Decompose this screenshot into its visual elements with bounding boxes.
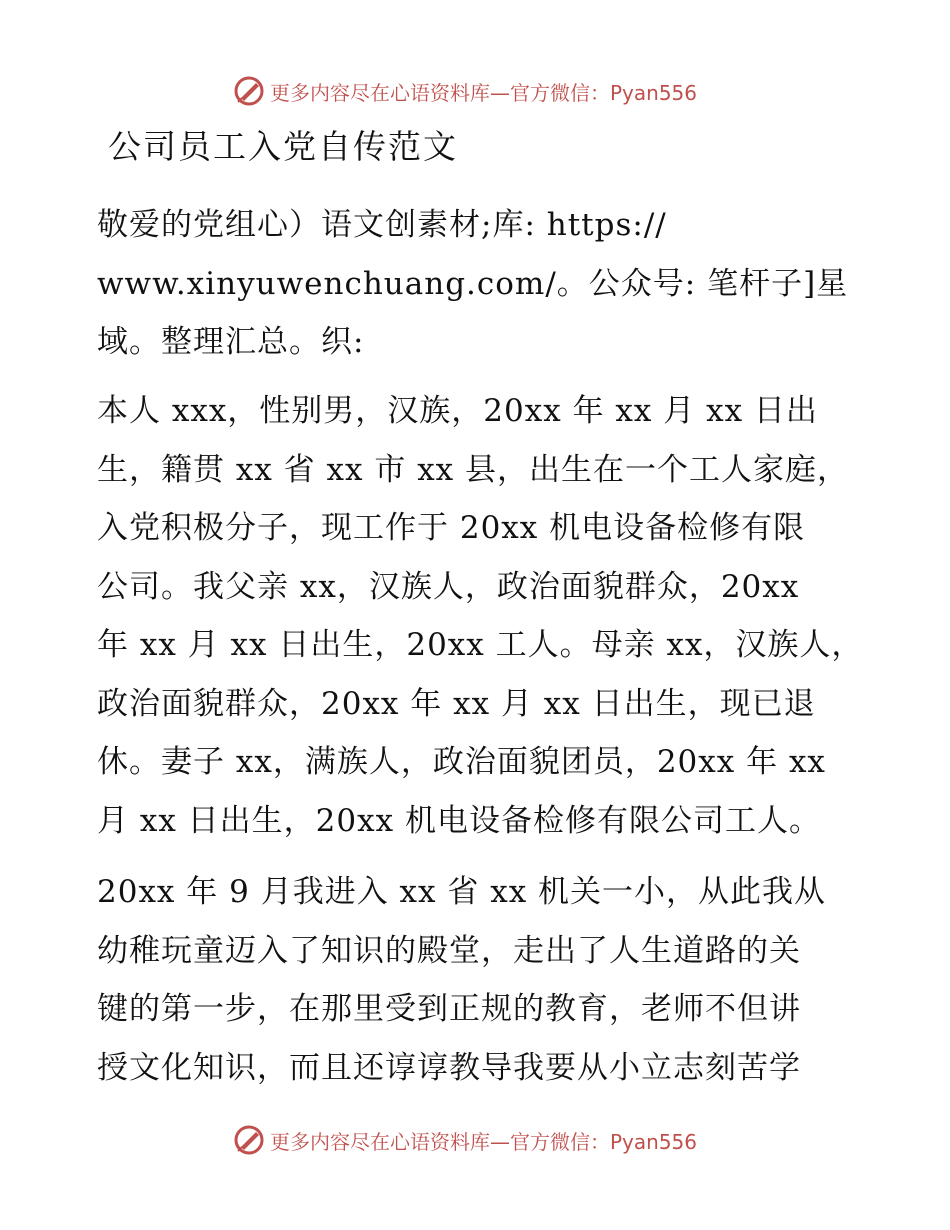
- text-line: 公司。我父亲 xx，汉族人，政治面貌群众，20xx: [97, 568, 800, 605]
- quill-pen-logo-icon: [232, 1123, 266, 1157]
- text-line: 敬爱的党组心）语文创素材;库: https://: [97, 207, 667, 243]
- paragraph-education: [97, 863, 857, 1097]
- text-line: 入党积极分子，现工作于 20xx 机电设备检修有限: [97, 510, 806, 546]
- text-line: 域。整理汇总。织:: [97, 324, 365, 360]
- watermark-text: 更多内容尽在心语资料库—官方微信：Pyan556: [270, 80, 698, 105]
- watermark-footer: [232, 1120, 697, 1160]
- quill-pen-logo-icon: [232, 74, 266, 108]
- text-line: 月 xx 日出生，20xx 机电设备检修有限公司工人。: [97, 802, 821, 839]
- text-line: 幼稚玩童迈入了知识的殿堂，走出了人生道路的关: [97, 932, 801, 969]
- watermark-header: [232, 71, 697, 111]
- text-line: 休。妻子 xx，满族人，政治面貌团员，20xx 年 xx: [97, 744, 826, 780]
- text-line: 授文化知识，而且还谆谆教导我要从小立志刻苦学: [97, 1049, 801, 1086]
- text-line: www.xinyuwenchuang.com/。公众号: 笔杆子]星: [97, 265, 849, 302]
- paragraph-personal-info: [97, 382, 864, 850]
- text-line: 政治面貌群众，20xx 年 xx 月 xx 日出生，现已退: [97, 685, 816, 722]
- watermark-text: 更多内容尽在心语资料库—官方微信：Pyan556: [270, 1129, 698, 1154]
- text-line: 生，籍贯 xx 省 xx 市 xx 县，出生在一个工人家庭，: [97, 451, 850, 488]
- paragraph-intro: [97, 196, 857, 372]
- text-line: 年 xx 月 xx 日出生，20xx 工人。母亲 xx，汉族人，: [97, 627, 864, 663]
- document-title: 公司员工入党自传范文: [108, 127, 458, 166]
- text-line: 键的第一步，在那里受到正规的教育，老师不但讲: [97, 991, 801, 1027]
- text-line: 20xx 年 9 月我进入 xx 省 xx 机关一小，从此我从: [97, 874, 827, 910]
- text-line: 本人 xxx，性别男，汉族，20xx 年 xx 月 xx 日出: [97, 393, 818, 429]
